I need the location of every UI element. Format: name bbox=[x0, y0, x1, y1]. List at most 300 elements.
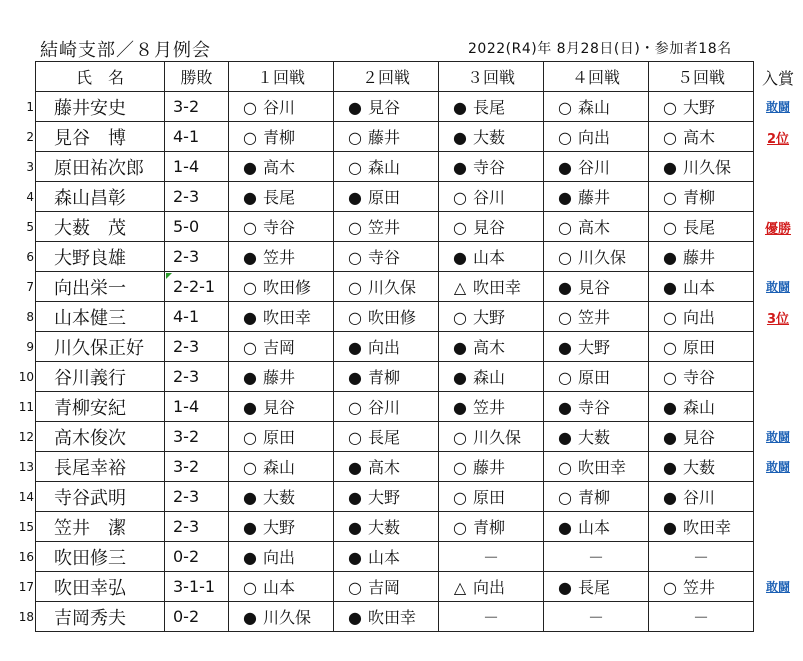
round-5-result bbox=[649, 242, 754, 272]
round-4-result bbox=[544, 332, 649, 362]
opponent-name: 大野 bbox=[263, 518, 296, 537]
loss-mark-icon: ● bbox=[243, 368, 257, 387]
round-1-result bbox=[229, 392, 334, 422]
record-cell bbox=[165, 242, 229, 272]
win-mark-icon: ○ bbox=[453, 308, 467, 327]
win-mark-icon: ○ bbox=[243, 458, 257, 477]
win-mark-icon: ○ bbox=[453, 188, 467, 207]
row-number: 7 bbox=[26, 280, 34, 294]
opponent-name: 大薮 bbox=[368, 518, 401, 537]
round-4-result bbox=[544, 602, 649, 632]
round-4-result bbox=[544, 152, 649, 182]
round-2-result bbox=[334, 542, 439, 572]
round-3-result bbox=[439, 182, 544, 212]
win-mark-icon: ○ bbox=[558, 98, 572, 117]
round-4-result bbox=[544, 542, 649, 572]
player-name: 笠井 潔 bbox=[36, 512, 165, 542]
round-3-result bbox=[439, 602, 544, 632]
win-mark-icon: ○ bbox=[558, 458, 572, 477]
record-cell bbox=[165, 572, 229, 602]
loss-mark-icon: ● bbox=[558, 158, 572, 177]
opponent-name: 青柳 bbox=[263, 128, 296, 147]
opponent-name: 大野 bbox=[578, 338, 611, 357]
win-mark-icon: ○ bbox=[243, 128, 257, 147]
win-loss-record: 3-2 bbox=[173, 427, 200, 446]
win-mark-icon: ○ bbox=[243, 578, 257, 597]
prize-label: 敢闘 bbox=[765, 430, 790, 444]
opponent-name: 森山 bbox=[368, 158, 401, 177]
opponent-name: 長尾 bbox=[578, 578, 611, 597]
round-4-result bbox=[544, 392, 649, 422]
loss-mark-icon: ● bbox=[558, 578, 572, 597]
round-2-result bbox=[334, 392, 439, 422]
player-name: 大野良雄 bbox=[36, 242, 165, 272]
win-mark-icon: ○ bbox=[663, 188, 677, 207]
win-mark-icon: ○ bbox=[663, 98, 677, 117]
round-4-result bbox=[544, 572, 649, 602]
round-2-result bbox=[334, 122, 439, 152]
win-loss-record: 2-2-1 bbox=[173, 277, 216, 296]
win-loss-record: 5-0 bbox=[173, 217, 200, 236]
round-2-result bbox=[334, 422, 439, 452]
round-5-result bbox=[649, 452, 754, 482]
opponent-name: 川久保 bbox=[683, 158, 732, 177]
opponent-name: 藤井 bbox=[368, 128, 401, 147]
table-row bbox=[36, 182, 754, 212]
win-loss-record: 4-1 bbox=[173, 307, 200, 326]
round-5-result bbox=[649, 422, 754, 452]
round-2-result bbox=[334, 602, 439, 632]
record-cell bbox=[165, 182, 229, 212]
player-name: 谷川義行 bbox=[36, 362, 165, 392]
opponent-name: 吹田幸 bbox=[683, 518, 732, 537]
round-1-result bbox=[229, 602, 334, 632]
opponent-name: 藤井 bbox=[473, 458, 506, 477]
opponent-name: 高木 bbox=[263, 158, 296, 177]
round-5-result bbox=[649, 572, 754, 602]
loss-mark-icon: ● bbox=[348, 488, 362, 507]
col-header-round-2: ２回戦 bbox=[334, 62, 439, 92]
opponent-name: 谷川 bbox=[683, 488, 716, 507]
loss-mark-icon: ● bbox=[558, 278, 572, 297]
win-mark-icon: ○ bbox=[243, 98, 257, 117]
round-1-result bbox=[229, 182, 334, 212]
win-mark-icon: ○ bbox=[348, 398, 362, 417]
round-5-result bbox=[649, 602, 754, 632]
win-mark-icon: ○ bbox=[663, 218, 677, 237]
win-mark-icon: ○ bbox=[243, 218, 257, 237]
loss-mark-icon: ● bbox=[348, 518, 362, 537]
round-2-result bbox=[334, 512, 439, 542]
loss-mark-icon: ● bbox=[558, 428, 572, 447]
player-name: 青柳安紀 bbox=[36, 392, 165, 422]
loss-mark-icon: ● bbox=[348, 188, 362, 207]
no-game-dash: － bbox=[587, 548, 604, 567]
opponent-name: 吹田修 bbox=[263, 278, 312, 297]
prize-label: 敢闘 bbox=[765, 280, 790, 294]
win-mark-icon: ○ bbox=[663, 128, 677, 147]
no-game-dash: － bbox=[587, 608, 604, 627]
round-1-result bbox=[229, 572, 334, 602]
opponent-name: 吹田幸 bbox=[578, 458, 627, 477]
opponent-name: 谷川 bbox=[368, 398, 401, 417]
round-2-result bbox=[334, 92, 439, 122]
loss-mark-icon: ● bbox=[348, 608, 362, 627]
opponent-name: 川久保 bbox=[578, 248, 627, 267]
loss-mark-icon: ● bbox=[453, 368, 467, 387]
round-4-result bbox=[544, 242, 649, 272]
opponent-name: 寺谷 bbox=[368, 248, 401, 267]
round-1-result bbox=[229, 122, 334, 152]
win-mark-icon: ○ bbox=[348, 278, 362, 297]
player-name: 長尾幸裕 bbox=[36, 452, 165, 482]
col-header-round-3: ３回戦 bbox=[439, 62, 544, 92]
round-3-result bbox=[439, 272, 544, 302]
round-3-result bbox=[439, 242, 544, 272]
opponent-name: 笠井 bbox=[368, 218, 401, 237]
win-loss-record: 2-3 bbox=[173, 337, 200, 356]
row-number: 3 bbox=[26, 160, 34, 174]
round-1-result bbox=[229, 212, 334, 242]
table-row bbox=[36, 92, 754, 122]
record-cell bbox=[165, 422, 229, 452]
opponent-name: 大薮 bbox=[578, 428, 611, 447]
opponent-name: 長尾 bbox=[368, 428, 401, 447]
round-5-result bbox=[649, 152, 754, 182]
opponent-name: 青柳 bbox=[578, 488, 611, 507]
loss-mark-icon: ● bbox=[243, 248, 257, 267]
opponent-name: 見谷 bbox=[473, 218, 506, 237]
opponent-name: 吹田修 bbox=[368, 308, 417, 327]
opponent-name: 藤井 bbox=[578, 188, 611, 207]
win-mark-icon: ○ bbox=[663, 368, 677, 387]
opponent-name: 大野 bbox=[473, 308, 506, 327]
win-mark-icon: ○ bbox=[558, 128, 572, 147]
opponent-name: 向出 bbox=[263, 548, 296, 567]
loss-mark-icon: ● bbox=[663, 458, 677, 477]
opponent-name: 山本 bbox=[683, 278, 716, 297]
table-row bbox=[36, 422, 754, 452]
round-5-result bbox=[649, 272, 754, 302]
player-name: 向出栄一 bbox=[36, 272, 165, 302]
win-mark-icon: ○ bbox=[243, 278, 257, 297]
round-1-result bbox=[229, 512, 334, 542]
win-mark-icon: ○ bbox=[348, 578, 362, 597]
record-cell bbox=[165, 602, 229, 632]
round-2-result bbox=[334, 242, 439, 272]
loss-mark-icon: ● bbox=[663, 158, 677, 177]
player-name: 寺谷武明 bbox=[36, 482, 165, 512]
win-loss-record: 2-3 bbox=[173, 517, 200, 536]
table-row bbox=[36, 572, 754, 602]
prize-header: 入賞 bbox=[761, 69, 794, 88]
win-mark-icon: ○ bbox=[348, 158, 362, 177]
win-loss-record: 2-3 bbox=[173, 187, 200, 206]
round-1-result bbox=[229, 332, 334, 362]
round-3-result bbox=[439, 212, 544, 242]
round-2-result bbox=[334, 572, 439, 602]
prize-label: 敢闘 bbox=[765, 580, 790, 594]
round-2-result bbox=[334, 452, 439, 482]
round-4-result bbox=[544, 362, 649, 392]
loss-mark-icon: ● bbox=[558, 398, 572, 417]
round-2-result bbox=[334, 182, 439, 212]
round-3-result bbox=[439, 482, 544, 512]
record-cell bbox=[165, 542, 229, 572]
row-number: 10 bbox=[18, 370, 34, 384]
opponent-name: 吹田幸 bbox=[368, 608, 417, 627]
row-number: 9 bbox=[26, 340, 34, 354]
row-number: 6 bbox=[26, 250, 34, 264]
opponent-name: 森山 bbox=[473, 368, 506, 387]
opponent-name: 長尾 bbox=[473, 98, 506, 117]
round-4-result bbox=[544, 482, 649, 512]
no-game-dash: － bbox=[482, 608, 499, 627]
col-header-round-4: ４回戦 bbox=[544, 62, 649, 92]
page-title: 結崎支部／８月例会 bbox=[40, 40, 211, 61]
no-game-dash: － bbox=[692, 548, 709, 567]
loss-mark-icon: ● bbox=[348, 548, 362, 567]
event-meta: 2022(R4)年 8月28日(日)・参加者18名 bbox=[468, 41, 732, 57]
loss-mark-icon: ● bbox=[663, 488, 677, 507]
round-3-result bbox=[439, 512, 544, 542]
opponent-name: 吹田幸 bbox=[263, 308, 312, 327]
row-number: 17 bbox=[18, 580, 34, 594]
row-number: 14 bbox=[18, 490, 34, 504]
win-mark-icon: ○ bbox=[348, 248, 362, 267]
opponent-name: 大野 bbox=[368, 488, 401, 507]
row-number: 15 bbox=[18, 520, 34, 534]
row-number: 5 bbox=[26, 220, 34, 234]
opponent-name: 青柳 bbox=[683, 188, 716, 207]
round-3-result bbox=[439, 392, 544, 422]
win-loss-record: 1-4 bbox=[173, 397, 200, 416]
col-header-round-5: ５回戦 bbox=[649, 62, 754, 92]
opponent-name: 谷川 bbox=[473, 188, 506, 207]
round-1-result bbox=[229, 422, 334, 452]
win-mark-icon: ○ bbox=[558, 248, 572, 267]
win-mark-icon: ○ bbox=[558, 368, 572, 387]
win-mark-icon: ○ bbox=[453, 428, 467, 447]
win-mark-icon: ○ bbox=[453, 458, 467, 477]
table-row bbox=[36, 542, 754, 572]
round-3-result bbox=[439, 572, 544, 602]
loss-mark-icon: ● bbox=[663, 248, 677, 267]
table-row bbox=[36, 272, 754, 302]
loss-mark-icon: ● bbox=[663, 278, 677, 297]
row-number: 1 bbox=[26, 100, 34, 114]
win-mark-icon: ○ bbox=[348, 428, 362, 447]
opponent-name: 原田 bbox=[368, 188, 401, 207]
table-row bbox=[36, 302, 754, 332]
win-loss-record: 2-3 bbox=[173, 367, 200, 386]
prize-label: 優勝 bbox=[764, 222, 791, 237]
round-5-result bbox=[649, 392, 754, 422]
opponent-name: 大薮 bbox=[683, 458, 716, 477]
loss-mark-icon: ● bbox=[243, 518, 257, 537]
table-row bbox=[36, 152, 754, 182]
round-1-result bbox=[229, 362, 334, 392]
opponent-name: 原田 bbox=[473, 488, 506, 507]
loss-mark-icon: ● bbox=[663, 428, 677, 447]
round-2-result bbox=[334, 362, 439, 392]
opponent-name: 見谷 bbox=[263, 398, 296, 417]
round-4-result bbox=[544, 92, 649, 122]
round-3-result bbox=[439, 542, 544, 572]
loss-mark-icon: ● bbox=[348, 368, 362, 387]
loss-mark-icon: ● bbox=[558, 188, 572, 207]
table-row bbox=[36, 602, 754, 632]
round-5-result bbox=[649, 542, 754, 572]
comment-marker-icon bbox=[166, 273, 172, 279]
no-game-dash: － bbox=[692, 608, 709, 627]
loss-mark-icon: ● bbox=[243, 608, 257, 627]
opponent-name: 青柳 bbox=[368, 368, 401, 387]
opponent-name: 森山 bbox=[578, 98, 611, 117]
col-header-round-1: １回戦 bbox=[229, 62, 334, 92]
win-mark-icon: ○ bbox=[558, 218, 572, 237]
win-loss-record: 2-3 bbox=[173, 247, 200, 266]
round-5-result bbox=[649, 332, 754, 362]
opponent-name: 向出 bbox=[473, 578, 506, 597]
record-cell bbox=[165, 512, 229, 542]
round-1-result bbox=[229, 152, 334, 182]
record-cell bbox=[165, 392, 229, 422]
round-2-result bbox=[334, 332, 439, 362]
round-2-result bbox=[334, 212, 439, 242]
record-cell bbox=[165, 332, 229, 362]
round-2-result bbox=[334, 302, 439, 332]
player-name: 吹田修三 bbox=[36, 542, 165, 572]
win-loss-record: 1-4 bbox=[173, 157, 200, 176]
win-loss-record: 3-2 bbox=[173, 457, 200, 476]
row-number: 8 bbox=[26, 310, 34, 324]
opponent-name: 向出 bbox=[683, 308, 716, 327]
opponent-name: 高木 bbox=[578, 218, 611, 237]
opponent-name: 見谷 bbox=[683, 428, 716, 447]
win-mark-icon: ○ bbox=[663, 338, 677, 357]
opponent-name: 見谷 bbox=[368, 98, 401, 117]
record-cell bbox=[165, 122, 229, 152]
no-game-dash: － bbox=[482, 548, 499, 567]
loss-mark-icon: ● bbox=[558, 338, 572, 357]
win-mark-icon: ○ bbox=[453, 218, 467, 237]
opponent-name: 長尾 bbox=[263, 188, 296, 207]
round-2-result bbox=[334, 152, 439, 182]
opponent-name: 大薮 bbox=[263, 488, 296, 507]
opponent-name: 山本 bbox=[368, 548, 401, 567]
round-4-result bbox=[544, 512, 649, 542]
player-name: 吉岡秀夫 bbox=[36, 602, 165, 632]
win-mark-icon: ○ bbox=[348, 128, 362, 147]
win-loss-record: 3-1-1 bbox=[173, 577, 216, 596]
player-name: 藤井安史 bbox=[36, 92, 165, 122]
col-header-name: 氏 名 bbox=[36, 62, 165, 92]
table-row bbox=[36, 212, 754, 242]
opponent-name: 青柳 bbox=[473, 518, 506, 537]
round-2-result bbox=[334, 482, 439, 512]
round-3-result bbox=[439, 362, 544, 392]
win-loss-record: 0-2 bbox=[173, 547, 200, 566]
row-number: 18 bbox=[18, 610, 34, 624]
record-cell bbox=[165, 152, 229, 182]
table-row bbox=[36, 452, 754, 482]
round-3-result bbox=[439, 122, 544, 152]
loss-mark-icon: ● bbox=[663, 398, 677, 417]
opponent-name: 藤井 bbox=[263, 368, 296, 387]
win-mark-icon: ○ bbox=[348, 308, 362, 327]
row-number: 11 bbox=[18, 400, 34, 414]
row-number: 4 bbox=[26, 190, 34, 204]
round-5-result bbox=[649, 302, 754, 332]
loss-mark-icon: ● bbox=[663, 518, 677, 537]
round-3-result bbox=[439, 92, 544, 122]
header-row bbox=[36, 62, 754, 92]
loss-mark-icon: ● bbox=[453, 128, 467, 147]
opponent-name: 寺谷 bbox=[263, 218, 296, 237]
win-loss-record: 2-3 bbox=[173, 487, 200, 506]
opponent-name: 向出 bbox=[578, 128, 611, 147]
record-cell bbox=[165, 92, 229, 122]
loss-mark-icon: ● bbox=[453, 398, 467, 417]
opponent-name: 笠井 bbox=[263, 248, 296, 267]
round-5-result bbox=[649, 212, 754, 242]
round-5-result bbox=[649, 482, 754, 512]
opponent-name: 寺谷 bbox=[578, 398, 611, 417]
player-name: 山本健三 bbox=[36, 302, 165, 332]
row-number: 16 bbox=[18, 550, 34, 564]
opponent-name: 向出 bbox=[368, 338, 401, 357]
opponent-name: 山本 bbox=[263, 578, 296, 597]
round-4-result bbox=[544, 272, 649, 302]
results-table bbox=[35, 61, 754, 632]
round-3-result bbox=[439, 332, 544, 362]
round-5-result bbox=[649, 512, 754, 542]
record-cell bbox=[165, 362, 229, 392]
round-2-result bbox=[334, 272, 439, 302]
round-1-result bbox=[229, 302, 334, 332]
win-loss-record: 3-2 bbox=[173, 97, 200, 116]
win-mark-icon: ○ bbox=[348, 218, 362, 237]
opponent-name: 高木 bbox=[368, 458, 401, 477]
round-3-result bbox=[439, 422, 544, 452]
round-4-result bbox=[544, 212, 649, 242]
opponent-name: 森山 bbox=[683, 398, 716, 417]
opponent-name: 見谷 bbox=[578, 278, 611, 297]
table-row bbox=[36, 332, 754, 362]
table-row bbox=[36, 392, 754, 422]
table-row bbox=[36, 362, 754, 392]
loss-mark-icon: ● bbox=[243, 158, 257, 177]
win-mark-icon: ○ bbox=[453, 518, 467, 537]
opponent-name: 高木 bbox=[683, 128, 716, 147]
loss-mark-icon: ● bbox=[453, 98, 467, 117]
opponent-name: 川久保 bbox=[368, 278, 417, 297]
prize-label: 3位 bbox=[766, 312, 790, 327]
loss-mark-icon: ● bbox=[453, 338, 467, 357]
prize-label: 敢闘 bbox=[765, 460, 790, 474]
opponent-name: 森山 bbox=[263, 458, 296, 477]
opponent-name: 大薮 bbox=[473, 128, 506, 147]
opponent-name: 大野 bbox=[683, 98, 716, 117]
loss-mark-icon: ● bbox=[243, 398, 257, 417]
record-cell bbox=[165, 302, 229, 332]
loss-mark-icon: ● bbox=[348, 98, 362, 117]
win-mark-icon: ○ bbox=[243, 428, 257, 447]
col-header-record: 勝敗 bbox=[165, 62, 229, 92]
win-mark-icon: ○ bbox=[558, 308, 572, 327]
win-loss-record: 0-2 bbox=[173, 607, 200, 626]
